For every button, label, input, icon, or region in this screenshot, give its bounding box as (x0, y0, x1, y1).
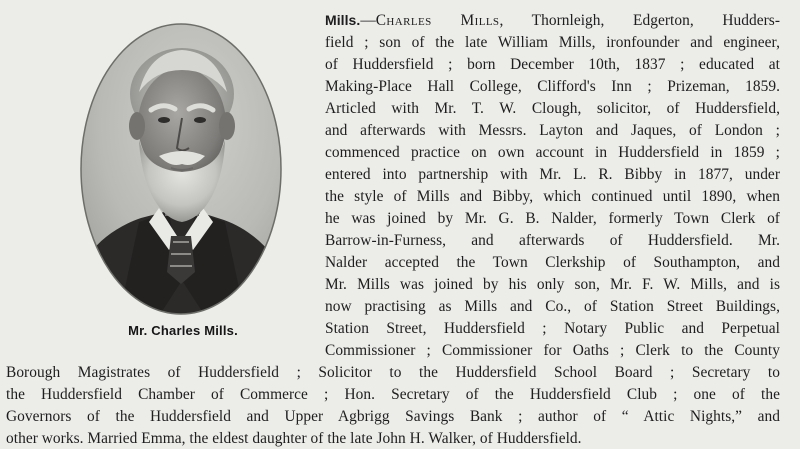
entry-line-12: Nalder accepted the Town Clerkship of Southampton, and (325, 254, 780, 271)
entry-line-9: the style of Mills and Bibby, which continued until 1890, when (325, 188, 780, 205)
entry-line-1-text: , Thornleigh, Edgerton, Hudders- (499, 12, 780, 29)
entry-line-7: commenced practice on own account in Huddersfield in 1859 ; (325, 144, 780, 161)
entry-dash: — (360, 12, 376, 29)
entry-line-11: Barrow-in-Furness, and afterwards of Huddersfield. Mr. (325, 232, 780, 249)
entry-line-20: other works. Married Emma, the eldest daughter of the late John H. Walker, of Huddersfield. (6, 430, 582, 447)
entry-line-1 (325, 10, 780, 31)
entry-line-4: Making-Place Hall College, Clifford's Inn ; Prizeman, 1859. (325, 78, 780, 95)
entry-line-2: field ; son of the late William Mills, ironfounder and engineer, (325, 34, 780, 51)
entry-full-name: Charles Mills (375, 12, 500, 29)
entry-line-15: Station Street, Huddersfield ; Notary Public and Perpetual (325, 320, 780, 337)
portrait-caption: Mr. Charles Mills. (128, 323, 238, 338)
entry-line-3: of Huddersfield ; born December 10th, 1837 ; educated at (325, 56, 780, 73)
entry-line-10: he was joined by Mr. G. B. Nalder, formerly Town Clerk of (325, 210, 780, 227)
entry-line-8: entered into partnership with Mr. L. R. Bibby in 1877, under (325, 166, 780, 183)
entry-surname: Mills. (325, 12, 361, 28)
entry-line-6: and afterwards with Messrs. Layton and Jaques, of London ; (325, 122, 780, 139)
entry-line-18: the Huddersfield Chamber of Commerce ; Hon. Secretary of the Huddersfield Club ; one of the (6, 386, 780, 403)
entry-line-16: Commissioner ; Commissioner for Oaths ; Clerk to the County (325, 342, 780, 359)
entry-line-14: now practising as Mills and Co., of Station Street Buildings, (325, 298, 780, 315)
entry-line-17: Borough Magistrates of Huddersfield ; Solicitor to the Huddersfield School Board ; Secretary to (6, 364, 780, 381)
entry-line-13: Mr. Mills was joined by his only son, Mr. F. W. Mills, and is (325, 276, 780, 293)
entry-line-5: Articled with Mr. T. W. Clough, solicitor, of Huddersfield, (325, 100, 780, 117)
entry-line-19: Governors of the Huddersfield and Upper Agbrigg Savings Bank ; author of “ Attic Nights,” and (6, 408, 780, 425)
